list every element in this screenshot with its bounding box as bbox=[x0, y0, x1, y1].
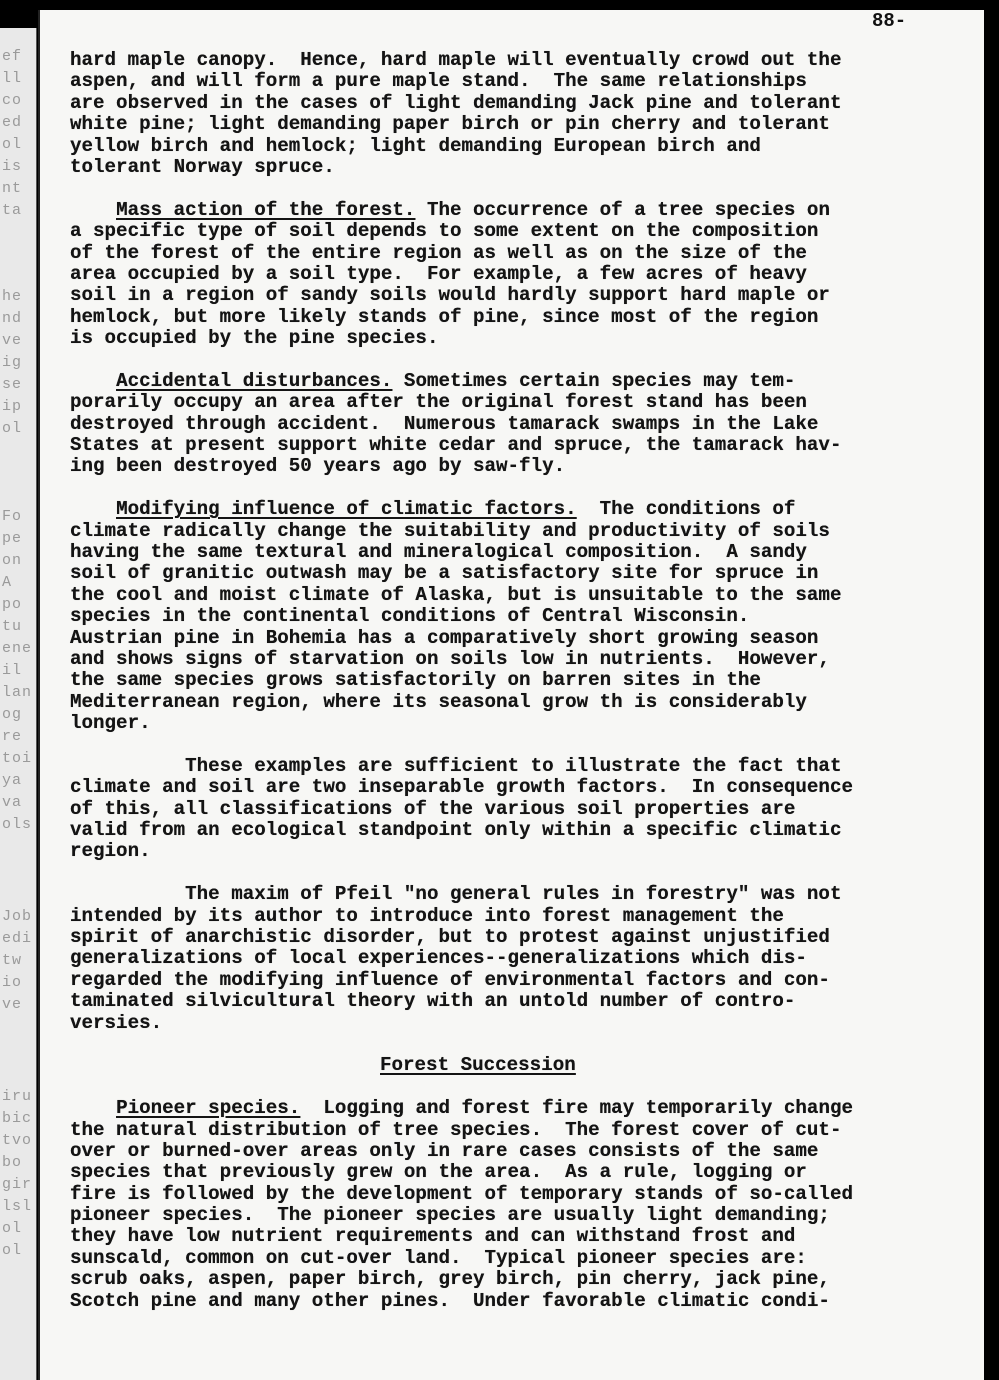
margin-fragment: is bbox=[2, 158, 23, 175]
run-in-heading: Accidental disturbances. bbox=[116, 369, 393, 392]
margin-fragment: ve bbox=[2, 996, 23, 1013]
text-line: intended by its author to introduce into forest management the bbox=[70, 904, 784, 927]
margin-fragment: se bbox=[2, 376, 23, 393]
text-line: the natural distribution of tree species. The forest cover of cut- bbox=[70, 1118, 842, 1141]
run-in-text: Logging and forest fire may temporarily change bbox=[300, 1097, 853, 1120]
margin-fragment: tw bbox=[2, 952, 23, 969]
section-heading: Forest Succession bbox=[380, 1054, 576, 1077]
margin-fragment: lan bbox=[2, 684, 33, 701]
text-line: climate radically change the suitability and productivity of soils bbox=[70, 519, 830, 542]
margin-fragment: edi bbox=[2, 930, 33, 947]
text-line: of this, all classifications of the various soil properties are bbox=[70, 797, 796, 820]
margin-fragment: po bbox=[2, 596, 23, 613]
text-line: hard maple canopy. Hence, hard maple will eventually crowd out the bbox=[70, 49, 842, 71]
paragraph-gap bbox=[70, 863, 970, 884]
text-line: the cool and moist climate of Alaska, but is unsuitable to the same bbox=[70, 583, 842, 606]
paragraph-first-line bbox=[70, 1098, 970, 1119]
margin-fragment: ll bbox=[2, 70, 23, 87]
margin-fragment: gir bbox=[2, 1176, 33, 1193]
margin-fragment: io bbox=[2, 974, 23, 991]
indent bbox=[70, 370, 116, 392]
text-line: white pine; light demanding paper birch or pin cherry and tolerant bbox=[70, 113, 830, 136]
margin-fragment: re bbox=[2, 728, 23, 745]
text-line: sunscald, common on cut-over land. Typical pioneer species are: bbox=[70, 1246, 807, 1269]
text-line: species that previously grew on the area. As a rule, logging or bbox=[70, 1161, 807, 1184]
text-line: Mediterranean region, where its seasonal grow th is considerably bbox=[70, 690, 807, 713]
text-line: ing been destroyed 50 years ago by saw-fly. bbox=[70, 455, 566, 478]
paragraph-first-line bbox=[70, 499, 970, 520]
margin-fragment: ol bbox=[2, 420, 23, 437]
paragraph-first-line bbox=[70, 200, 970, 221]
text-line: area occupied by a soil type. For example, a few acres of heavy bbox=[70, 262, 807, 285]
margin-fragment: pe bbox=[2, 530, 23, 547]
run-in-text: The conditions of bbox=[576, 498, 796, 521]
text-line: States at present support white cedar and spruce, the tamarack hav- bbox=[70, 434, 842, 457]
margin-fragment: A bbox=[2, 574, 13, 591]
paragraph-gap bbox=[70, 349, 970, 370]
document-page bbox=[38, 10, 984, 1380]
indent bbox=[70, 199, 116, 221]
margin-fragment: ef bbox=[2, 48, 23, 65]
paragraph-gap bbox=[70, 735, 970, 756]
text-line: having the same textural and mineralogical composition. A sandy bbox=[70, 540, 807, 563]
margin-fragment: ene bbox=[2, 640, 33, 657]
text-line: over or burned-over areas only in rare cases consists of the same bbox=[70, 1139, 819, 1162]
margin-fragment: tu bbox=[2, 618, 23, 635]
indent bbox=[70, 1097, 116, 1119]
margin-fragment: Fo bbox=[2, 508, 23, 525]
text-line: and shows signs of starvation on soils low in nutrients. However, bbox=[70, 647, 830, 670]
text-line: yellow birch and hemlock; light demanding European birch and bbox=[70, 134, 761, 157]
margin-fragment: nt bbox=[2, 180, 23, 197]
text-line: The maxim of Pfeil "no general rules in forestry" was not bbox=[70, 883, 842, 906]
run-in-heading: Pioneer species. bbox=[116, 1097, 301, 1120]
margin-fragment: ol bbox=[2, 1220, 23, 1237]
text-line: destroyed through accident. Numerous tamarack swamps in the Lake bbox=[70, 412, 819, 435]
text-line: pioneer species. The pioneer species are usually light demanding; bbox=[70, 1204, 830, 1227]
text-line: a specific type of soil depends to some extent on the composition bbox=[70, 220, 819, 243]
page-body bbox=[70, 50, 970, 1312]
run-in-text: The occurrence of a tree species on bbox=[415, 198, 830, 221]
margin-fragment: he bbox=[2, 288, 23, 305]
text-line: climate and soil are two inseparable growth factors. In consequence bbox=[70, 776, 853, 799]
margin-fragment: ol bbox=[2, 1242, 23, 1259]
text-line: tolerant Norway spruce. bbox=[70, 155, 335, 178]
text-line: Scotch pine and many other pines. Under favorable climatic condi- bbox=[70, 1289, 830, 1312]
margin-fragment: il bbox=[2, 662, 23, 679]
text-line: spirit of anarchistic disorder, but to protest against unjustified bbox=[70, 926, 830, 949]
text-line: the same species grows satisfactorily on barren sites in the bbox=[70, 669, 761, 692]
margin-fragment: ip bbox=[2, 398, 23, 415]
text-line: species in the continental conditions of Central Wisconsin. bbox=[70, 605, 750, 628]
text-line: fire is followed by the development of temporary stands of so-called bbox=[70, 1182, 853, 1205]
paragraph-first-line bbox=[70, 371, 970, 392]
text-line: soil of granitic outwash may be a satisfactory site for spruce in bbox=[70, 562, 819, 585]
margin-fragment: og bbox=[2, 706, 23, 723]
text-line: taminated silvicultural theory with an untold number of contro- bbox=[70, 990, 796, 1013]
text-line: Austrian pine in Bohemia has a comparatively short growing season bbox=[70, 626, 819, 649]
margin-fragment: ta bbox=[2, 202, 23, 219]
run-in-text: Sometimes certain species may tem- bbox=[392, 369, 796, 392]
margin-fragment: ol bbox=[2, 136, 23, 153]
run-in-heading: Modifying influence of climatic factors. bbox=[116, 498, 577, 521]
text-line: of the forest of the entire region as well as on the size of the bbox=[70, 241, 807, 264]
margin-fragment: co bbox=[2, 92, 23, 109]
text-line: aspen, and will form a pure maple stand. The same relationships bbox=[70, 70, 807, 93]
margin-fragment: tvo bbox=[2, 1132, 33, 1149]
paragraph-gap bbox=[70, 178, 970, 199]
text-line: region. bbox=[70, 840, 151, 863]
text-line: soil in a region of sandy soils would hardly support hard maple or bbox=[70, 284, 830, 307]
text-line: versies. bbox=[70, 1011, 163, 1034]
paragraph-gap bbox=[70, 1077, 970, 1098]
margin-fragment: ve bbox=[2, 332, 23, 349]
margin-fragment: Job bbox=[2, 908, 33, 925]
text-line: scrub oaks, aspen, paper birch, grey birch, pin cherry, jack pine, bbox=[70, 1268, 830, 1291]
margin-fragment: ig bbox=[2, 354, 23, 371]
text-line: generalizations of local experiences--generalizations which dis- bbox=[70, 947, 807, 970]
text-line: hemlock, but more likely stands of pine, since most of the region bbox=[70, 305, 819, 328]
margin-fragment: bic bbox=[2, 1110, 33, 1127]
margin-fragment: ed bbox=[2, 114, 23, 131]
margin-fragment: ya bbox=[2, 772, 23, 789]
text-line: are observed in the cases of light demanding Jack pine and tolerant bbox=[70, 91, 842, 114]
margin-fragment: lsl bbox=[2, 1198, 33, 1215]
section-heading-line bbox=[70, 1055, 970, 1076]
margin-fragment: va bbox=[2, 794, 23, 811]
run-in-heading: Mass action of the forest. bbox=[116, 198, 416, 221]
indent bbox=[70, 498, 116, 520]
margin-fragment: iru bbox=[2, 1088, 33, 1105]
margin-fragment: on bbox=[2, 552, 23, 569]
margin-fragment: ols bbox=[2, 816, 33, 833]
text-line: longer. bbox=[70, 712, 151, 735]
page-number: 88- bbox=[872, 10, 907, 32]
paragraph-gap bbox=[70, 1034, 970, 1055]
paragraph-gap bbox=[70, 478, 970, 499]
text-line: These examples are sufficient to illustrate the fact that bbox=[70, 754, 842, 777]
text-line: regarded the modifying influence of environmental factors and con- bbox=[70, 968, 830, 991]
text-line: porarily occupy an area after the original forest stand has been bbox=[70, 391, 807, 414]
text-line: valid from an ecological standpoint only within a specific climatic bbox=[70, 819, 842, 842]
text-line: they have low nutrient requirements and can withstand frost and bbox=[70, 1225, 796, 1248]
margin-fragment: bo bbox=[2, 1154, 23, 1171]
text-line: is occupied by the pine species. bbox=[70, 327, 439, 350]
previous-page-edge bbox=[0, 28, 37, 1380]
margin-fragment: toi bbox=[2, 750, 33, 767]
margin-fragment: nd bbox=[2, 310, 23, 327]
